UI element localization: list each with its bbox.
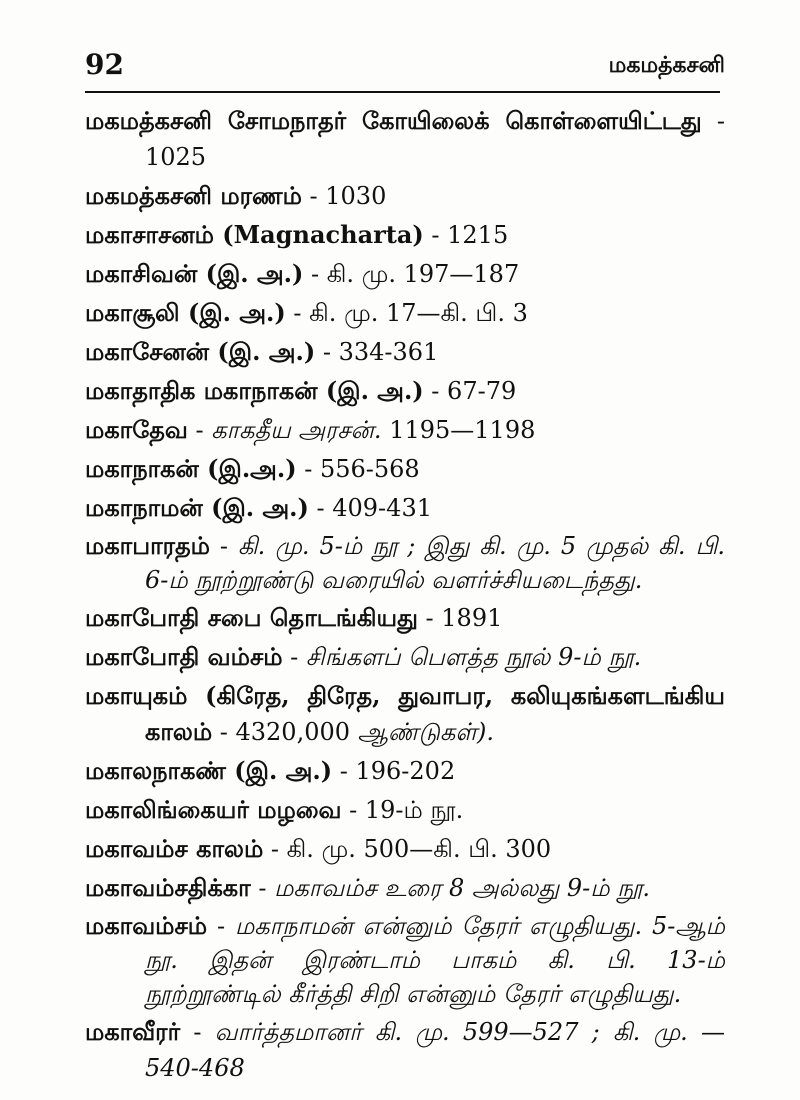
list-item: மகாலிங்கையர் மழவை - 19-ம் நூ. bbox=[85, 795, 464, 824]
entry-term: மகாநாகன் (இ.அ.) bbox=[85, 454, 297, 483]
entry-list bbox=[85, 103, 725, 1089]
entry-term: மகாவீரர் bbox=[85, 1017, 181, 1046]
entry-value: கி. மு. 197—187 bbox=[326, 260, 520, 288]
entry-value: 334-361 bbox=[338, 338, 439, 366]
entry-value: 67-79 bbox=[447, 377, 517, 405]
list-item: மகாசேனன் (இ. அ.) - 334-361 bbox=[85, 337, 439, 366]
page-header bbox=[85, 38, 725, 88]
entry-term: மகாயுகம் (கிரேத, திரேத, துவாபர, கலியுகங்களடங்கிய காலம் bbox=[85, 681, 725, 746]
entry-value: 1891 bbox=[441, 604, 503, 632]
entry-value: 1195—1198 bbox=[389, 416, 536, 444]
running-title: மகமத்கசனி bbox=[608, 52, 725, 78]
entry-value: கி. மு. 17—கி. பி. 3 bbox=[309, 299, 528, 327]
entry-term: மகாவம்சம் bbox=[85, 911, 208, 940]
entry-description: காகதீய அரசன். bbox=[211, 416, 382, 444]
entry-term: மகாசிவன் (இ. அ.) bbox=[85, 259, 304, 288]
entry-description: வார்த்தமானர் கி. மு. 599—527 ; கி. மு. —540-468 bbox=[145, 1018, 725, 1082]
entry-term: மகாநாமன் (இ. அ.) bbox=[85, 493, 309, 522]
list-item: மகாசூலி (இ. அ.) - கி. மு. 17—கி. பி. 3 bbox=[85, 298, 528, 327]
entry-description: சிங்களப் பௌத்த நூல் 9-ம் நூ. bbox=[305, 643, 642, 671]
entry-value: 409-431 bbox=[332, 494, 432, 522]
entry-term: மகாலிங்கையர் மழவை bbox=[85, 795, 342, 824]
list-item: மகாபோதி சபை தொடங்கியது - 1891 bbox=[85, 603, 503, 632]
list-item: மகாவம்சம் - மகாநாமன் என்னும் தேரர் எழுதியது. 5-ஆம் நூ. இதன் இரண்டாம் பாகம் கி. பி. 13-ம் நூற்றூண்டில் கீர்த்தி சிறி என்னும் தேரர் எழுதியது. bbox=[85, 911, 725, 1008]
list-item: மகாதேவ - காகதீய அரசன். 1195—1198 bbox=[85, 415, 536, 444]
entry-value: 1025 bbox=[145, 143, 207, 171]
list-item: மகாவம்சதிக்கா - மகாவம்ச உரை 8 அல்லது 9-ம் நூ. bbox=[85, 873, 650, 902]
list-item: மகாவம்ச காலம் - கி. மு. 500—கி. பி. 300 bbox=[85, 834, 552, 863]
list-item: மகாபாரதம் - கி. மு. 5-ம் நூ ; இது கி. மு. 5 முதல் கி. பி. 6-ம் நூற்றூண்டு வரையில் வளர்ச்சியடைந்தது. bbox=[85, 531, 725, 594]
entry-description: மகாவம்ச உரை 8 அல்லது 9-ம் நூ. bbox=[274, 874, 650, 902]
entry-term: மகாபோதி சபை தொடங்கியது bbox=[85, 603, 418, 632]
entry-term: மகாலநாகண் (இ. அ.) bbox=[85, 756, 333, 785]
entry-term: மகமத்கசனி சோமநாதர் கோயிலைக் கொள்ளையிட்டது bbox=[85, 106, 702, 135]
list-item: மகமத்கசனி மரணம் - 1030 bbox=[85, 181, 387, 210]
header-rule bbox=[85, 91, 720, 93]
entry-term: மகாசேனன் (இ. அ.) bbox=[85, 337, 316, 366]
list-item: மகாலநாகண் (இ. அ.) - 196-202 bbox=[85, 756, 456, 785]
list-item: மகமத்கசனி சோமநாதர் கோயிலைக் கொள்ளையிட்டது - 1025 bbox=[85, 106, 725, 171]
entry-description: மகாநாமன் என்னும் தேரர் எழுதியது. 5-ஆம் நூ. இதன் இரண்டாம் பாகம் கி. பி. 13-ம் நூற்றூண்டில் கீர்த்தி சிறி என்னும் தேரர் எழுதியது. bbox=[145, 912, 725, 1008]
entry-term: மகாவம்சதிக்கா bbox=[85, 873, 251, 902]
list-item: மகாசாசனம் (Magnacharta) - 1215 bbox=[85, 220, 509, 249]
entry-description: ஆண்டுகள்). bbox=[357, 718, 494, 746]
list-item: மகாயுகம் (கிரேத, திரேத, துவாபர, கலியுகங்களடங்கிய காலம் - 4320,000 ஆண்டுகள்). bbox=[85, 681, 725, 746]
entry-term: மகாதேவ bbox=[85, 415, 188, 444]
list-item: மகாதாதிக மகாநாகன் (இ. அ.) - 67-79 bbox=[85, 376, 517, 405]
entry-value: 556-568 bbox=[319, 455, 420, 483]
list-item: மகாவீரர் - வார்த்தமானர் கி. மு. 599—527 ; கி. மு. —540-468 bbox=[85, 1017, 725, 1082]
entry-value: 196-202 bbox=[355, 757, 456, 785]
entry-value: 1030 bbox=[325, 182, 387, 210]
page-number: 92 bbox=[85, 48, 124, 81]
list-item: மகாசிவன் (இ. அ.) - கி. மு. 197—187 bbox=[85, 259, 520, 288]
entry-value: 1215 bbox=[447, 221, 509, 249]
entry-value: கி. மு. 500—கி. பி. 300 bbox=[286, 835, 552, 863]
entry-term: மகாபாரதம் bbox=[85, 531, 210, 560]
entry-term: மகமத்கசனி மரணம் bbox=[85, 181, 302, 210]
entry-term: மகாசூலி (இ. அ.) bbox=[85, 298, 286, 327]
entry-term: மகாதாதிக மகாநாகன் (இ. அ.) bbox=[85, 376, 424, 405]
list-item: மகாநாகன் (இ.அ.) - 556-568 bbox=[85, 454, 420, 483]
entry-term: மகாசாசனம் (Magnacharta) bbox=[85, 220, 424, 249]
list-item: மகாபோதி வம்சம் - சிங்களப் பௌத்த நூல் 9-ம் நூ. bbox=[85, 642, 642, 671]
entry-value: 4320,000 bbox=[235, 718, 351, 746]
entry-term: மகாவம்ச காலம் bbox=[85, 834, 264, 863]
entry-term: மகாபோதி வம்சம் bbox=[85, 642, 283, 671]
entry-value: 19-ம் நூ. bbox=[364, 796, 464, 824]
list-item: மகாநாமன் (இ. அ.) - 409-431 bbox=[85, 493, 432, 522]
entry-description: கி. மு. 5-ம் நூ ; இது கி. மு. 5 முதல் கி. பி. 6-ம் நூற்றூண்டு வரையில் வளர்ச்சியடைந்தது. bbox=[145, 532, 725, 594]
